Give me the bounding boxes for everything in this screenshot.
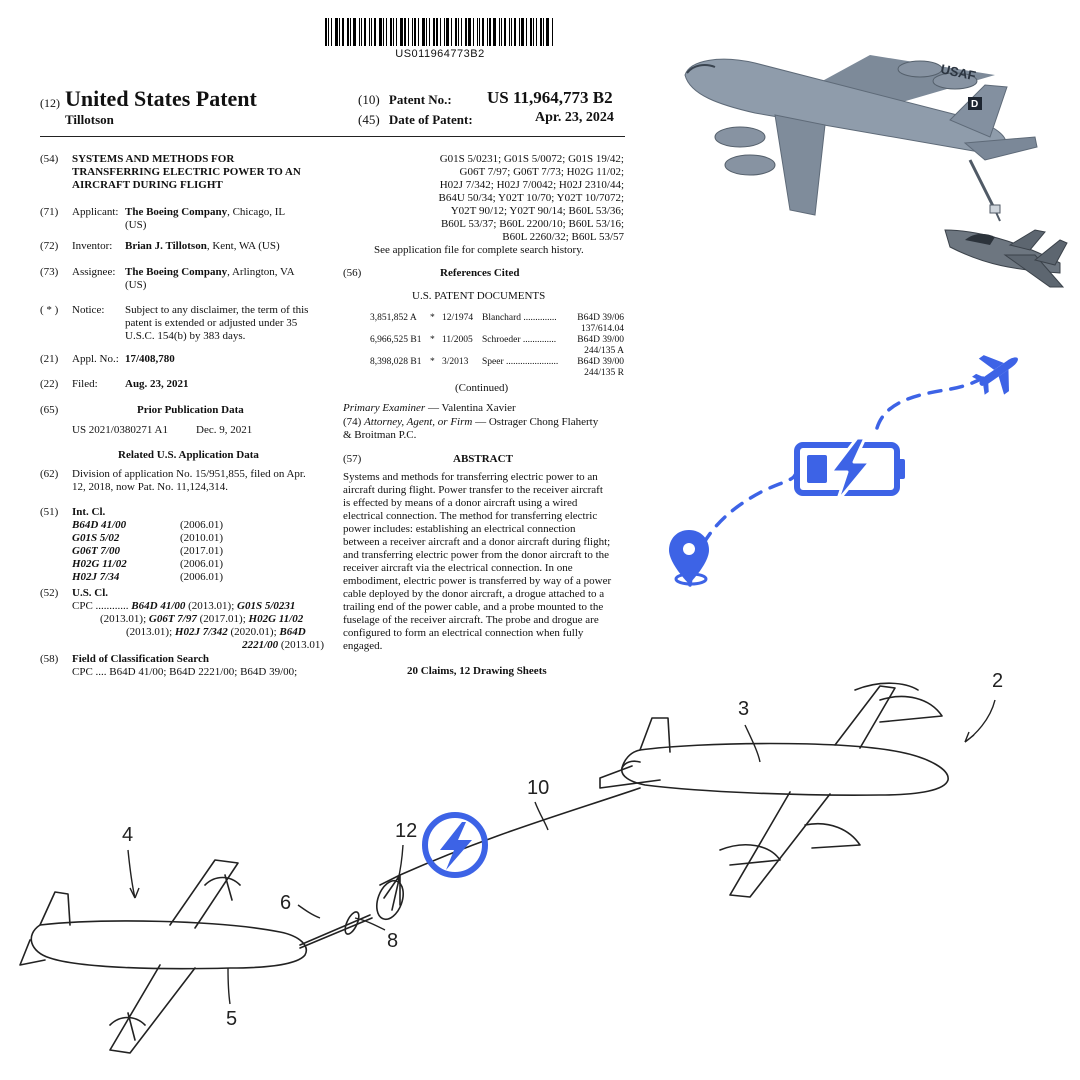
- code-52: (52): [40, 587, 59, 599]
- prior-pub-heading: Prior Publication Data: [137, 404, 244, 416]
- attorney: (74) Attorney, Agent, or Firm — Ostrager Chong Flaherty & Broitman P.C.: [343, 416, 599, 441]
- barcode-bar: [533, 18, 534, 46]
- date-row: [358, 112, 473, 128]
- patent-no-row: [358, 92, 452, 108]
- code-notice: ( * ): [40, 304, 59, 316]
- applicant: The Boeing Company, Chicago, IL: [125, 206, 286, 218]
- ref-label-5: 5: [226, 1008, 238, 1030]
- see-file: See application file for complete search history.: [374, 244, 584, 256]
- code-54: (54): [40, 153, 59, 165]
- barcode-bar: [422, 18, 425, 46]
- barcode-bar: [353, 18, 356, 46]
- header-rule: [40, 136, 625, 137]
- lightning-badge-icon: [425, 815, 485, 875]
- code-73: (73): [40, 266, 59, 278]
- ref-label-10: 10: [527, 777, 550, 799]
- power-cable: [400, 788, 640, 875]
- notice-label: Notice:: [72, 304, 105, 316]
- barcode-bar: [359, 18, 360, 46]
- code-65: (65): [40, 404, 59, 416]
- code-56: (56): [343, 267, 362, 279]
- notice-text: Subject to any disclaimer, the term of this patent is extended or adjusted under 35 U.S.C. 154(b) by 383 days.: [125, 304, 309, 342]
- location-pin-icon: [669, 530, 709, 584]
- barcode-bar: [543, 18, 544, 46]
- barcode-bar: [393, 18, 394, 46]
- ref-label-8: 8: [387, 930, 399, 952]
- applicant-country: (US): [125, 219, 147, 231]
- barcode-bar: [436, 18, 438, 46]
- publication-number: US011964773B2: [395, 48, 485, 60]
- barcode-bar: [396, 18, 397, 46]
- barcode-bar: [455, 18, 457, 46]
- drogue: [372, 875, 408, 923]
- barcode-bar: [374, 18, 376, 46]
- barcode-bar: [473, 18, 474, 46]
- code-21: (21): [40, 353, 59, 365]
- barcode-bar: [331, 18, 332, 46]
- barcode-bar: [400, 18, 403, 46]
- barcode-bar: [458, 18, 459, 46]
- probe: [300, 915, 372, 948]
- code-58: (58): [40, 653, 59, 665]
- barcode-bar: [444, 18, 445, 46]
- date-label: Date of Patent:: [388, 112, 473, 127]
- continued: (Continued): [455, 382, 509, 394]
- barcode-bar: [468, 18, 471, 46]
- barcode-bar: [552, 18, 553, 46]
- fighter-jet: [945, 230, 1067, 287]
- code-57: (57): [343, 453, 362, 465]
- barcode-bar: [509, 18, 510, 46]
- inventor-surname: Tillotson: [65, 112, 114, 127]
- assignee-country: (US): [125, 279, 147, 291]
- barcode-bar: [461, 18, 462, 46]
- barcode-bar: [501, 18, 502, 46]
- barcode-bar: [339, 18, 340, 46]
- battery-charging-icon: [797, 438, 905, 502]
- barcode-bar: [412, 18, 413, 46]
- tanker-tail-text: USAF: [939, 61, 978, 84]
- int-cl-row: H02J 7/34 (2006.01): [72, 571, 224, 583]
- doc-type-title: United States Patent: [65, 86, 257, 111]
- us-docs-heading: U.S. PATENT DOCUMENTS: [412, 290, 546, 302]
- barcode-bar: [347, 18, 349, 46]
- barcode-bar: [479, 18, 480, 46]
- filed-date: Aug. 23, 2021: [125, 378, 189, 390]
- inventor: Brian J. Tillotson, Kent, WA (US): [125, 240, 280, 252]
- cpc-text: CPC ............ B64D 41/00 (2013.01); G01S 5/0231 (2013.01); G06T 7/97 (2017.01); H02G 11/02 (2013.01); H02J 7/342 (2020.01); B64D 2221/00 (2013.01): [72, 600, 324, 651]
- barcode-bar: [414, 18, 416, 46]
- ref-label-12: 12: [395, 820, 418, 842]
- prior-pub-date: Dec. 9, 2021: [196, 424, 253, 436]
- claims-summary: 20 Claims, 12 Drawing Sheets: [407, 665, 547, 677]
- barcode-bar: [530, 18, 532, 46]
- barcode-bar: [342, 18, 344, 46]
- int-cl-heading: Int. Cl.: [72, 506, 106, 518]
- barcode-bar: [440, 18, 441, 46]
- int-cl-row: B64D 41/00 (2006.01): [72, 519, 224, 531]
- barcode-bar: [521, 18, 524, 46]
- barcode-bar: [519, 18, 520, 46]
- barcode-bar: [536, 18, 537, 46]
- barcode-bar: [526, 18, 527, 46]
- barcode-bar: [390, 18, 392, 46]
- barcode-bar: [493, 18, 496, 46]
- ref-label-4: 4: [122, 824, 134, 846]
- prior-pub-number: US 2021/0380271 A1: [72, 424, 168, 436]
- barcode-bar: [504, 18, 506, 46]
- examiner: Primary Examiner — Valentina Xavier: [343, 402, 516, 414]
- abstract-text: Systems and methods for transferring electric power to an aircraft during flight. Power transfer to the receiver aircraft is effected by means of a donor aircraft using a wired electrical connection. The method for transferring electric power includes: establishing an electrical connection between a receiver aircraft and a donor aircraft during flight; and transferring electric power from the donor aircraft to the receiver aircraft via the electrical connection. In one embodiment, electric power is transferred by way of a power cable deployed by the donor aircraft, a drogue attached to a trailing end of the power cable, and a probe mounted to the fuselage of the receiver aircraft. The probe and drogue are configured to form an electrical connection when fully engaged.: [343, 471, 612, 652]
- barcode-bar: [386, 18, 387, 46]
- reference-1: 3,851,852 A * 12/1974 Blanchard .............. B64D 39/06 137/614.04: [370, 313, 624, 334]
- filed-label: Filed:: [72, 378, 98, 390]
- appl-label: Appl. No.:: [72, 353, 119, 365]
- barcode-bar: [350, 18, 351, 46]
- refueling-photo: [665, 25, 1075, 300]
- barcode-bar: [451, 18, 452, 46]
- donor-aircraft: [600, 683, 948, 897]
- reference-2: 6,966,525 B1 * 11/2005 Schroeder .............. B64D 39/00 244/135 A: [370, 335, 624, 356]
- code-62: (62): [40, 468, 59, 480]
- barcode-bar: [499, 18, 500, 46]
- barcode-bar: [335, 18, 338, 46]
- abstract-heading: ABSTRACT: [453, 453, 513, 465]
- patent-number: US 11,964,773 B2: [487, 88, 613, 107]
- barcode-bar: [489, 18, 491, 46]
- barcode-bar: [546, 18, 549, 46]
- ref-label-2: 2: [992, 670, 1004, 692]
- dashed-route: [690, 475, 795, 585]
- barcode-bar: [328, 18, 329, 46]
- us-cl-heading: U.S. Cl.: [72, 587, 109, 599]
- code-51: (51): [40, 506, 59, 518]
- tanker-aircraft: [685, 55, 1037, 221]
- barcode-bar: [369, 18, 370, 46]
- barcode-bar: [511, 18, 512, 46]
- barcode-bar: [482, 18, 484, 46]
- barcode-bar: [408, 18, 409, 46]
- barcode-bar: [487, 18, 488, 46]
- barcode-bar: [433, 18, 435, 46]
- code-12: (12): [40, 96, 60, 110]
- code-10: (10): [358, 92, 380, 107]
- division-text: Division of application No. 15/951,855, filed on Apr. 12, 2018, now Pat. No. 11,124,314.: [72, 468, 306, 493]
- barcode-bar: [325, 18, 327, 46]
- barcode-bar: [465, 18, 467, 46]
- code-22: (22): [40, 378, 59, 390]
- barcode-bar: [418, 18, 419, 46]
- inventor-label: Inventor:: [72, 240, 113, 252]
- reference-3: 8,398,028 B1 * 3/2013 Speer ...................... B64D 39/00 244/135 R: [370, 357, 624, 378]
- int-cl-row: G06T 7/00 (2017.01): [72, 545, 224, 557]
- code-71: (71): [40, 206, 59, 218]
- classification-list: G01S 5/0231; G01S 5/0072; G01S 19/42; G06T 7/97; G06T 7/73; H02G 11/02; H02J 7/342; H02J 7/0042; H02J 2310/44; B64U 50/34; Y02T 10/70; Y02T 10/7072; Y02T 90/12; Y02T 90/14; B60L 53/36; B60L 53/37; B60L 2200/10; B60L 53/16; B60L 2260/32; B60L 53/57: [438, 153, 624, 243]
- assignee: The Boeing Company, Arlington, VA: [125, 266, 295, 278]
- barcode-bar: [364, 18, 366, 46]
- assignee-label: Assignee:: [72, 266, 116, 278]
- applicant-label: Applicant:: [72, 206, 119, 218]
- barcode-bar: [514, 18, 516, 46]
- patent-drawing: [0, 670, 1080, 1075]
- barcode-bar: [379, 18, 382, 46]
- barcode-bar: [446, 18, 449, 46]
- receiver-aircraft: [20, 860, 306, 1053]
- int-cl-list: [72, 519, 223, 584]
- code-72: (72): [40, 240, 59, 252]
- tail-letter: D: [971, 99, 979, 110]
- ref-label-6: 6: [280, 892, 292, 914]
- barcode-bar: [371, 18, 372, 46]
- patent-date: Apr. 23, 2024: [535, 110, 614, 125]
- dashed-route-upper: [877, 378, 983, 428]
- barcode-bar: [383, 18, 384, 46]
- invention-title: SYSTEMS AND METHODS FOR TRANSFERRING ELECTRIC POWER TO AN AIRCRAFT DURING FLIGHT: [72, 153, 301, 191]
- int-cl-row: H02G 11/02 (2006.01): [72, 558, 224, 570]
- airplane-icon: [966, 340, 1031, 404]
- barcode-bar: [361, 18, 362, 46]
- refs-heading: References Cited: [440, 267, 520, 279]
- barcode-bar: [429, 18, 430, 46]
- barcode-bar: [540, 18, 542, 46]
- field-line: CPC .... B64D 41/00; B64D 2221/00; B64D 39/00;: [72, 666, 298, 678]
- barcode: [325, 18, 555, 46]
- barcode-bar: [477, 18, 478, 46]
- related-heading: Related U.S. Application Data: [118, 449, 259, 461]
- patent-no-label: Patent No.:: [388, 92, 452, 107]
- field-heading: Field of Classification Search: [72, 653, 209, 665]
- flight-power-graphic: [665, 340, 1070, 600]
- ref-label-3: 3: [738, 698, 750, 720]
- code-45: (45): [358, 112, 380, 127]
- int-cl-row: G01S 5/02 (2010.01): [72, 532, 224, 544]
- barcode-bar: [404, 18, 406, 46]
- appl-number: 17/408,780: [125, 353, 175, 365]
- barcode-bar: [426, 18, 427, 46]
